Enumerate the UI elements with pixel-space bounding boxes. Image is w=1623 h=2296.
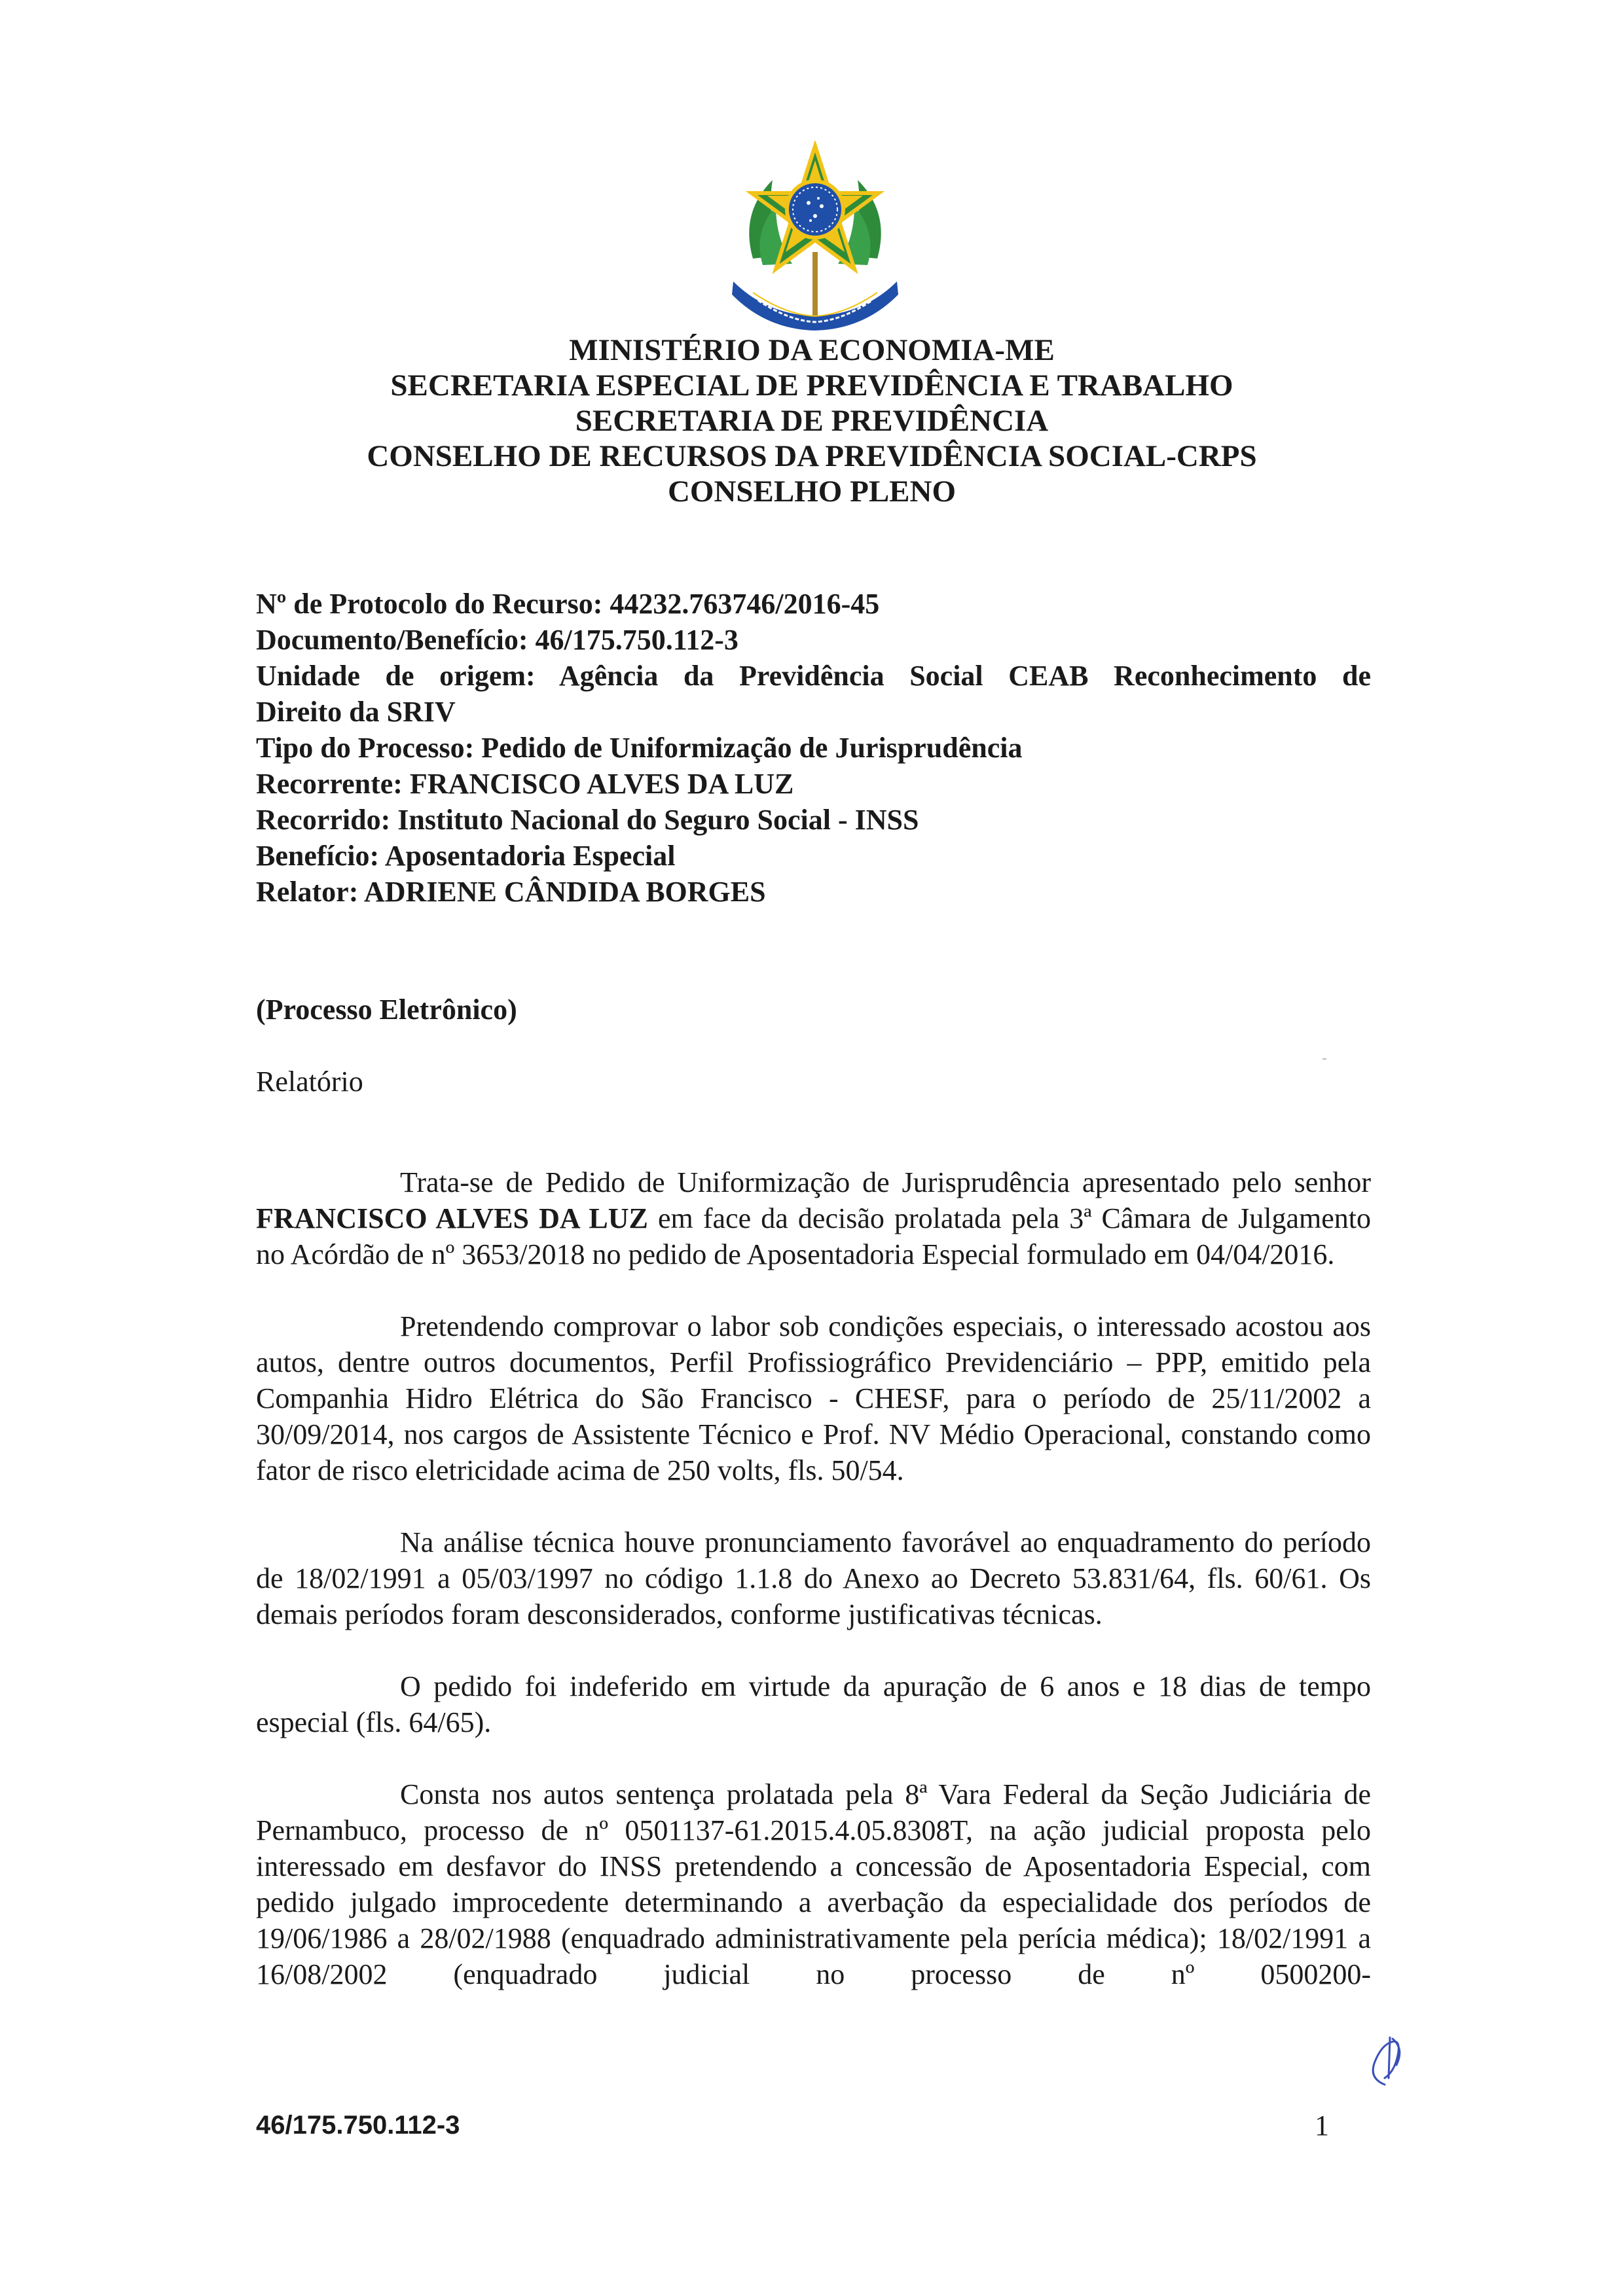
paragraph-5: Consta nos autos sentença prolatada pela 8ª Vara Federal da Seção Judiciária de Pernambuco, processo de nº 0501137-61.2015.4.05.8308T, na ação judicial proposta pelo interessado em desfavor do INSS pretendendo a concessão de Aposentadoria Especial, com pedido julgado improcedente determinando a averbação da especialidade dos períodos de 19/06/1986 a 28/02/1988 (enquadrado administrativamente pela perícia médica); 18/02/1991 a 16/08/2002 (enquadrado judicial no processo de nº 0500200- [256, 1778, 1371, 1990]
report-body [256, 1164, 1371, 1992]
footer-document-number: 46/175.750.112-3 [256, 2111, 460, 2140]
document-header [196, 332, 1427, 509]
paragraph-2: Pretendendo comprovar o labor sob condições especiais, o interessado acostou aos autos, dentre outros documentos, Perfil Profissiográfico Previdenciário – PPP, emitido pela Companhia Hidro Elétrica do São Francisco - CHESF, para o período de 25/11/2002 a 30/09/2014, nos cargos de Assistente Técnico e Prof. NV Médio Operacional, constando como fator de risco eletricidade acima de 250 volts, fls. 50/54. [256, 1310, 1371, 1486]
protocol-number: Nº de Protocolo do Recurso: 44232.763746/2016-45 [256, 588, 880, 620]
header-council: CONSELHO DE RECURSOS DA PREVIDÊNCIA SOCIAL-CRPS [367, 439, 1257, 473]
brazil-coat-of-arms-icon [727, 141, 903, 331]
case-metadata [256, 586, 1371, 910]
header-plenary: CONSELHO PLENO [667, 475, 957, 509]
paragraph-1-text-a: Trata-se de Pedido de Uniformização de Jurisprudência apresentado pelo senhor [400, 1166, 1371, 1198]
header-ministry: MINISTÉRIO DA ECONOMIA-ME [569, 333, 1055, 367]
paragraph-4: O pedido foi indeferido em virtude da apuração de 6 anos e 18 dias de tempo especial (fls. 64/65). [256, 1670, 1371, 1738]
header-secretariat: SECRETARIA DE PREVIDÊNCIA [575, 404, 1049, 438]
rapporteur: Relator: ADRIENE CÂNDIDA BORGES [256, 876, 766, 908]
header-special-secretariat: SECRETARIA ESPECIAL DE PREVIDÊNCIA E TRABALHO [390, 368, 1233, 403]
benefit-type: Benefício: Aposentadoria Especial [256, 840, 676, 872]
paragraph-1 [256, 1164, 1371, 1272]
appellant-name: FRANCISCO ALVES DA LUZ [256, 1202, 648, 1234]
paragraph-3: Na análise técnica houve pronunciamento favorável ao enquadramento do período de 18/02/1991 a 05/03/1997 no código 1.1.8 do Anexo ao Decreto 53.831/64, fls. 60/61. Os demais períodos foram desconsiderados, conforme justificativas técnicas. [256, 1526, 1371, 1630]
paragraph-1-text-b: em face da decisão prolatada pela 3ª Câmara de Julgamento no Acórdão de nº 3653/2018 no pedido de Aposentadoria Especial formulado em 04/04/2016. [256, 1202, 1371, 1270]
process-type-note: (Processo Eletrônico) [256, 994, 517, 1026]
origin-unit: Unidade de origem: Agência da Previdência Social CEAB Reconhecimento de [256, 660, 1371, 692]
report-heading: Relatório [256, 1066, 363, 1098]
initials-signature [1365, 2032, 1411, 2088]
appellant: Recorrente: FRANCISCO ALVES DA LUZ [256, 768, 794, 800]
scan-speck [1322, 1058, 1326, 1060]
document-benefit: Documento/Benefício: 46/175.750.112-3 [256, 624, 739, 656]
process-type: Tipo do Processo: Pedido de Uniformização de Jurisprudência [256, 732, 1023, 764]
page-number: 1 [1315, 2109, 1329, 2142]
origin-unit-continued: Direito da SRIV [256, 696, 456, 728]
appellee: Recorrido: Instituto Nacional do Seguro Social - INSS [256, 804, 919, 836]
